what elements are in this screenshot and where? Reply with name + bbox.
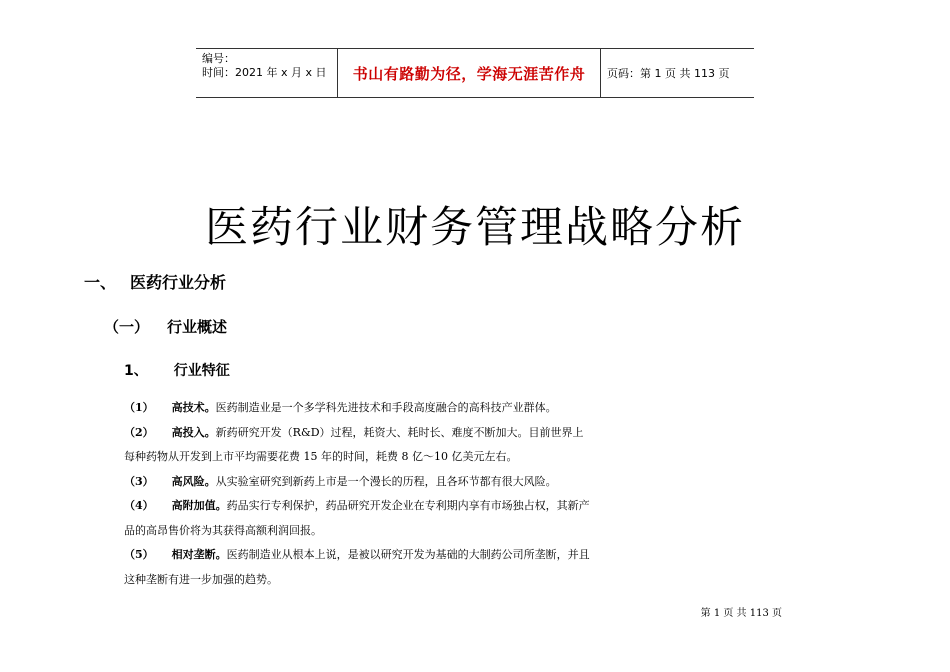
- motto: 书山有路勤为径，学海无涯苦作舟: [338, 49, 601, 97]
- item-line: 新药研究开发（R&D）过程，耗资大、耗时长、难度不断加大。目前世界上: [215, 425, 584, 439]
- item-line: 每种药物从开发到上市平均需要花费 15 年的时间，耗费 8 亿～10 亿美元左右。: [124, 450, 518, 463]
- item-line: 这种垄断有进一步加强的趋势。: [124, 572, 278, 586]
- section-number: 1、: [124, 363, 148, 379]
- item-line: 医药制造业是一个多学科先进技术和手段高度融合的高科技产业群体。: [215, 401, 557, 414]
- list-item: [124, 470, 624, 495]
- section-number: 一、: [84, 273, 117, 292]
- section-text: 行业概述: [167, 318, 228, 336]
- item-heading: 高风险。: [171, 474, 216, 488]
- list-item: [124, 421, 624, 470]
- list-item: [124, 543, 624, 592]
- section-heading-2: [104, 316, 227, 337]
- item-number: （5）: [124, 548, 154, 561]
- item-line: 从实验室研究到新药上市是一个漫长的历程，且各环节都有很大风险。: [215, 474, 557, 488]
- header-meta: [196, 49, 338, 97]
- item-heading: 高投入。: [171, 425, 216, 439]
- body-text: [124, 396, 624, 592]
- item-number: （2）: [124, 425, 154, 439]
- list-item: [124, 396, 624, 421]
- item-number: （3）: [124, 474, 154, 488]
- section-heading-1: [84, 270, 226, 293]
- page-footer: 第 1 页 共 113 页: [700, 608, 782, 619]
- item-number: （1）: [124, 401, 154, 414]
- time-label: 时间：2021 年 x 月 x 日: [202, 66, 327, 79]
- document-title: 医药行业财务管理战略分析: [205, 203, 745, 253]
- page-code: 页码：第 1 页 共 113 页: [607, 67, 730, 80]
- section-text: 行业特征: [173, 363, 230, 379]
- item-number: （4）: [124, 499, 154, 512]
- section-text: 医药行业分析: [130, 273, 227, 292]
- section-heading-3: [124, 360, 230, 380]
- item-line: 品的高昂售价将为其获得高额利润回报。: [124, 523, 322, 537]
- item-line: 医药制造业从根本上说，是被以研究开发为基础的大制药公司所垄断，并且: [226, 548, 590, 561]
- item-heading: 高技术。: [171, 401, 216, 414]
- section-number: （一）: [104, 318, 150, 336]
- number-label: 编号：: [202, 52, 235, 65]
- item-heading: 相对垄断。: [171, 548, 227, 561]
- item-heading: 高附加值。: [171, 499, 227, 512]
- item-line: 药品实行专利保护，药品研究开发企业在专利期内享有市场独占权，其新产: [226, 499, 590, 512]
- header-table: [196, 48, 754, 98]
- list-item: [124, 494, 624, 543]
